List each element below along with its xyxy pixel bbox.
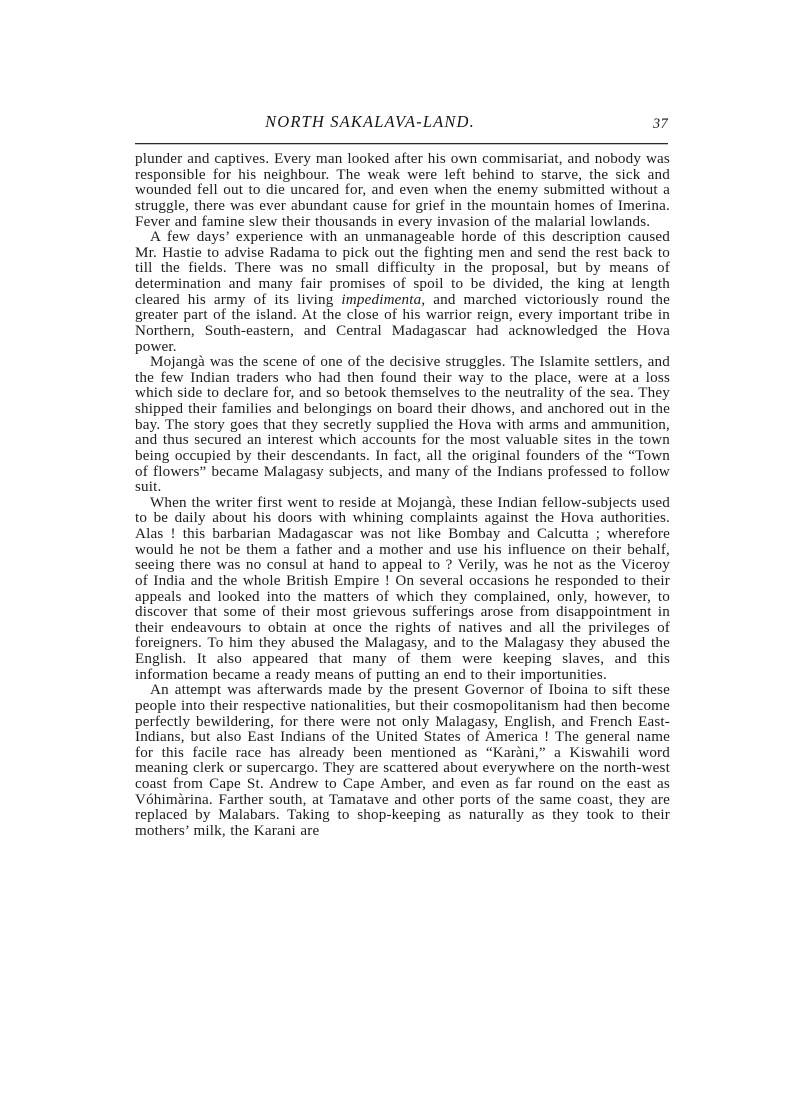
running-head (135, 112, 668, 136)
body-text-block (135, 152, 670, 840)
header-divider-rule (135, 143, 668, 144)
paragraph: An attempt was afterwards made by the present Governor of Iboina to sift these people into their respective nationalities, but their cosmopolitanism had then become perfectly bewildering, for there were not only Malagasy, English, and French East-Indians, but also East Indians of the United States of America ! The general name for this facile race has already been mentioned as “Karàni,” a Kiswahili word meaning clerk or supercargo. They are scattered about everywhere on the north-west coast from Cape St. Andrew to Cape Amber, and even as far round on the east as Vóhimàrina. Farther south, at Tamatave and other ports of the same coast, they are replaced by Malabars. Taking to shop-keeping as naturally as they took to their mothers’ milk, the Karani are (135, 682, 670, 839)
page-number: 37 (652, 116, 668, 132)
paragraph-text-before-italic: A few days’ experience with an unmanageable horde of this description caused Mr. Hastie to advise Radama to pick out the fighting men and send the rest back to till the fields. There was no small difficulty in the proposal, but by means of determination and many fair promises of spoil to be divided, the king at length cleared his army of its living (135, 229, 670, 308)
paragraph: plunder and captives. Every man looked after his own commisariat, and nobody was responsible for his neighbour. The weak were left behind to starve, the sick and wounded fell out to die uncared for, and even when the enemy submitted without a struggle, there was ever abundant cause for grief in the mountain homes of Imerina. Fever and famine slew their thousands in every invasion of the malarial lowlands. (135, 151, 670, 230)
italic-term-impedimenta: impedimenta (341, 291, 422, 308)
paragraph (135, 230, 670, 355)
paragraph-text-after-italic: , and marched victoriously round the greater part of the island. At the close of his warrior reign, every important tribe in Northern, South-eastern, and Central Madagascar had acknowledged the Hova power. (135, 291, 670, 355)
paragraph: Mojangà was the scene of one of the decisive struggles. The Islamite settlers, and the few Indian traders who had then found their way to the place, were at a loss which side to declare for, and so betook themselves to the neutrality of the sea. They shipped their families and belongings on board their dhows, and anchored out in the bay. The story goes that they secretly supplied the Hova with arms and ammunition, and thus secured an interest which accounts for the most valuable sites in the town being occupied by their descendants. In fact, all the original founders of the “Town of flowers” became Malagasy subjects, and many of the Indians professed to follow suit. (135, 354, 670, 496)
running-head-title: NORTH SAKALAVA-LAND. (265, 112, 475, 131)
paragraph: When the writer first went to reside at Mojangà, these Indian fellow-subjects used to be daily about his doors with whining complaints against the Hova authorities. Alas ! this barbarian Madagascar was not like Bombay and Calcutta ; wherefore would he not be them a father and a mother and use his influence on their behalf, seeing there was no consul at hand to appeal to ? Verily, was he not as the Viceroy of India and the whole British Empire ! On several occasions he responded to their appeals and looked into the matters of which they complained, only, however, to discover that some of their most grievous sufferings arose from disappointment in their endeavours to obtain at once the rights of natives and all the privileges of foreigners. To him they abused the Malagasy, and to the Malagasy they abused the English. It also appeared that many of them were keeping slaves, and this information became a ready means of putting an end to their importunities. (135, 494, 670, 683)
